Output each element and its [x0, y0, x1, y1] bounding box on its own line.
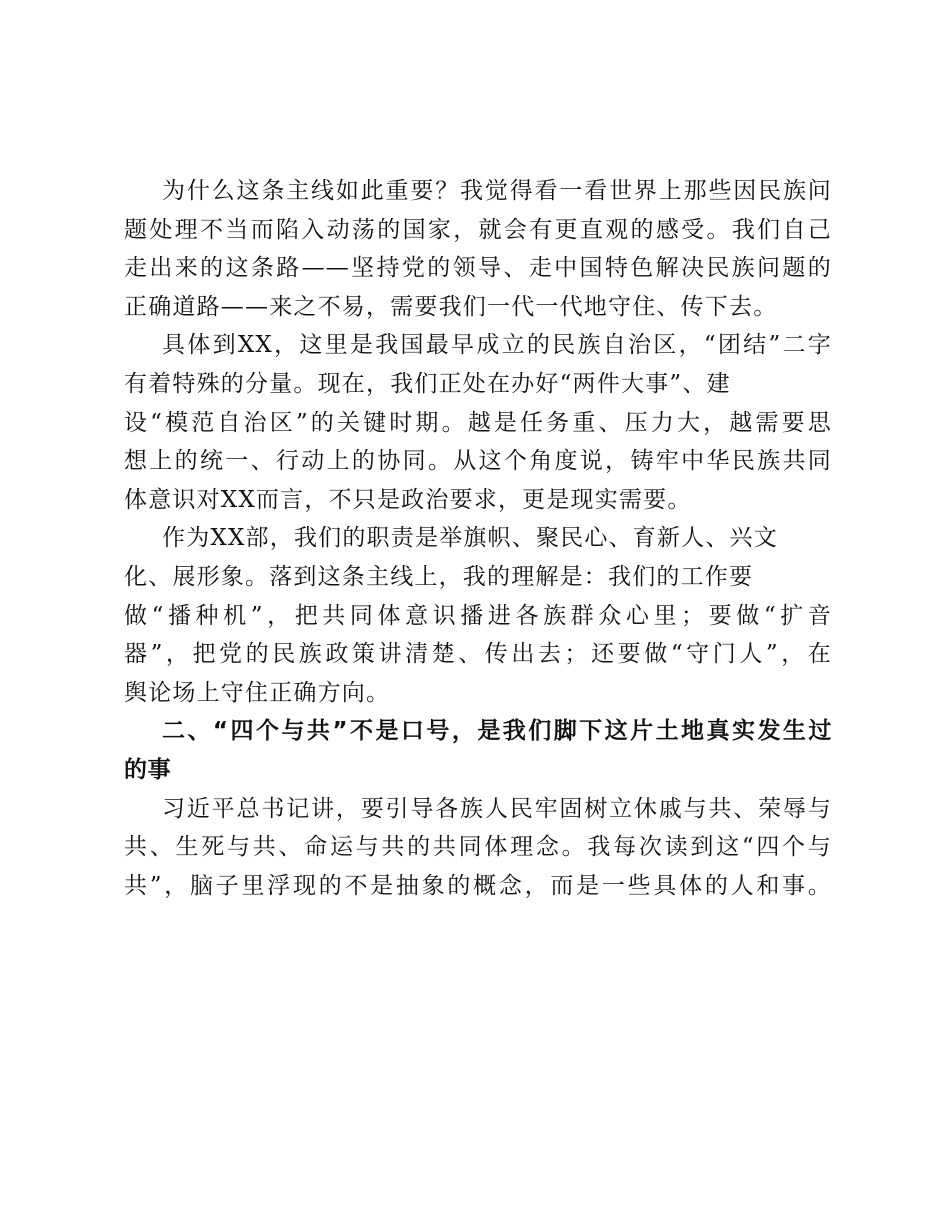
section-heading	[124, 712, 832, 789]
text-line: 共”，脑子里浮现的不是抽象的概念，而是一些具体的人和事。	[124, 872, 832, 899]
text-line: 舆论场上守住正确方向。	[124, 679, 391, 706]
paragraph-importance	[124, 172, 832, 326]
text-line: 体意识对XX而言，不只是政治要求，更是现实需要。	[124, 486, 692, 513]
text-line: 正确道路——来之不易，需要我们一代一代地守住、传下去。	[124, 293, 778, 320]
text-line: 化、展形象。落到这条主线上，我的理解是：我们的工作要	[124, 563, 754, 590]
text-line: 具体到XX，这里是我国最早成立的民族自治区，“团结”二字	[162, 332, 832, 359]
text-line: 设“模范自治区”的关键时期。越是任务重、压力大，越需要思	[124, 409, 832, 436]
heading-line: 的事	[124, 756, 172, 783]
text-line: 作为XX部，我们的职责是举旗帜、聚民心、育新人、兴文	[162, 525, 778, 552]
heading-line: 二、“四个与共”不是口号，是我们脚下这片土地真实发生过	[162, 718, 832, 745]
text-line: 共、生死与共、命运与共的共同体理念。我每次读到这“四个与	[124, 834, 832, 861]
paragraph-department	[124, 519, 832, 712]
text-line: 做“播种机”，把共同体意识播进各族群众心里；要做“扩音	[124, 602, 832, 629]
text-line: 有着特殊的分量。现在，我们正处在办好“两件大事”、建	[124, 370, 731, 397]
text-line: 走出来的这条路——坚持党的领导、走中国特色解决民族问题的	[124, 255, 832, 282]
text-line: 想上的统一、行动上的协同。从这个角度说，铸牢中华民族共同	[124, 448, 832, 475]
text-line: 习近平总书记讲，要引导各族人民牢固树立休戚与共、荣辱与	[162, 795, 832, 822]
text-line: 题处理不当而陷入动荡的国家，就会有更直观的感受。我们自己	[124, 216, 832, 243]
document-body	[124, 172, 832, 905]
text-line: 为什么这条主线如此重要？我觉得看一看世界上那些因民族问	[162, 178, 832, 204]
text-line: 器”，把党的民族政策讲清楚、传出去；还要做“守门人”，在	[124, 641, 832, 668]
paragraph-region	[124, 326, 832, 519]
paragraph-four-togethers	[124, 790, 832, 906]
